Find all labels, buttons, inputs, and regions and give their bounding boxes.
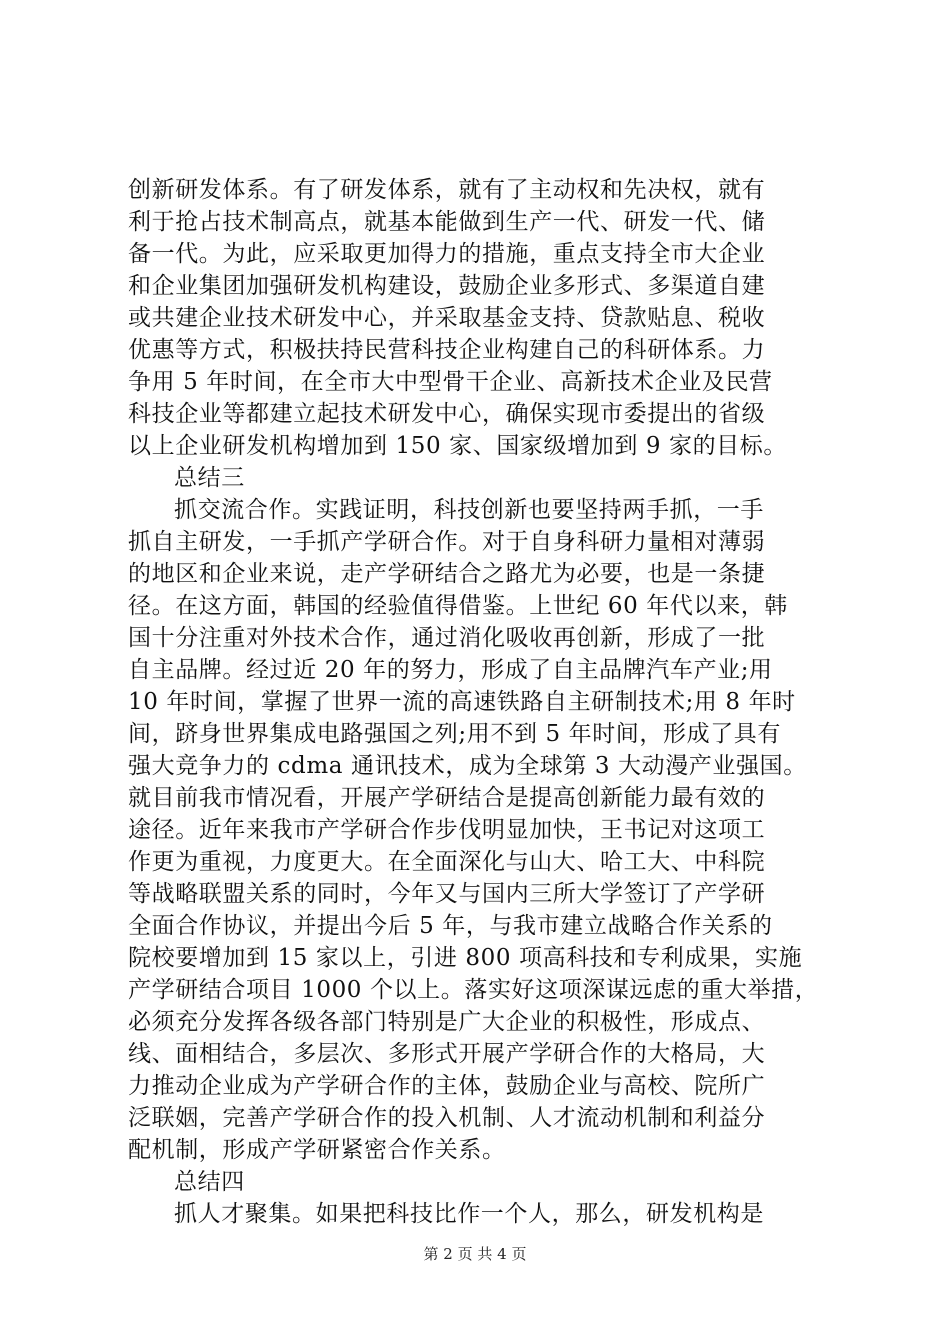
text-line: 线、面相结合，多层次、多形式开展产学研合作的大格局，大 — [128, 1041, 766, 1067]
page-number-label: 第 2 页 共 4 页 — [423, 1245, 527, 1263]
text-line: 院校要增加到 15 家以上，引进 800 项高科技和专利成果，实施 — [128, 945, 803, 971]
text-line: 或共建企业技术研发中心，并采取基金支持、贷款贴息、税收 — [128, 305, 766, 331]
text-line: 备一代。为此，应采取更加得力的措施，重点支持全市大企业 — [128, 241, 766, 267]
paragraph-first-line: 抓交流合作。实践证明，科技创新也要坚持两手抓，一手 — [174, 497, 764, 523]
text-line: 配机制，形成产学研紧密合作关系。 — [128, 1137, 506, 1163]
text-line: 国十分注重对外技术合作，通过消化吸收再创新，形成了一批 — [128, 625, 766, 651]
text-line: 优惠等方式，积极扶持民营科技企业构建自己的科研体系。力 — [128, 337, 766, 363]
text-line: 以上企业研发机构增加到 150 家、国家级增加到 9 家的目标。 — [128, 433, 787, 459]
text-line: 力推动企业成为产学研合作的主体，鼓励企业与高校、院所广 — [128, 1073, 766, 1099]
text-line: 创新研发体系。有了研发体系，就有了主动权和先决权，就有 — [128, 177, 766, 203]
text-line: 产学研结合项目 1000 个以上。落实好这项深谋远虑的重大举措， — [128, 977, 819, 1003]
text-line: 作更为重视，力度更大。在全面深化与山大、哈工大、中科院 — [128, 849, 766, 875]
text-line: 就目前我市情况看，开展产学研结合是提高创新能力最有效的 — [128, 785, 766, 811]
section-heading: 总结三 — [174, 465, 245, 491]
text-line: 10 年时间，掌握了世界一流的高速铁路自主研制技术;用 8 年时 — [128, 689, 796, 715]
text-line: 抓自主研发，一手抓产学研合作。对于自身科研力量相对薄弱 — [128, 529, 766, 555]
text-line: 全面合作协议，并提出今后 5 年，与我市建立战略合作关系的 — [128, 913, 773, 939]
text-line: 径。在这方面，韩国的经验值得借鉴。上世纪 60 年代以来，韩 — [128, 593, 788, 619]
text-line: 的地区和企业来说，走产学研结合之路尤为必要，也是一条捷 — [128, 561, 766, 587]
document-body — [128, 174, 838, 1230]
text-line: 泛联姻，完善产学研合作的投入机制、人才流动机制和利益分 — [128, 1105, 766, 1131]
text-line: 和企业集团加强研发机构建设，鼓励企业多形式、多渠道自建 — [128, 273, 766, 299]
text-line: 争用 5 年时间，在全市大中型骨干企业、高新技术企业及民营 — [128, 369, 773, 395]
text-line: 等战略联盟关系的同时，今年又与国内三所大学签订了产学研 — [128, 881, 766, 907]
text-line: 强大竞争力的 cdma 通讯技术，成为全球第 3 大动漫产业强国。 — [128, 753, 807, 779]
text-line: 利于抢占技术制高点，就基本能做到生产一代、研发一代、储 — [128, 209, 766, 235]
text-line: 自主品牌。经过近 20 年的努力，形成了自主品牌汽车产业;用 — [128, 657, 773, 683]
text-line: 间，跻身世界集成电路强国之列;用不到 5 年时间，形成了具有 — [128, 721, 782, 747]
section-heading: 总结四 — [174, 1169, 245, 1195]
page-footer — [0, 1244, 950, 1264]
text-line: 必须充分发挥各级各部门特别是广大企业的积极性，形成点、 — [128, 1009, 766, 1035]
text-line: 途径。近年来我市产学研合作步伐明显加快，王书记对这项工 — [128, 817, 766, 843]
paragraph-first-line: 抓人才聚集。如果把科技比作一个人，那么，研发机构是 — [174, 1201, 764, 1227]
text-line: 科技企业等都建立起技术研发中心，确保实现市委提出的省级 — [128, 401, 766, 427]
